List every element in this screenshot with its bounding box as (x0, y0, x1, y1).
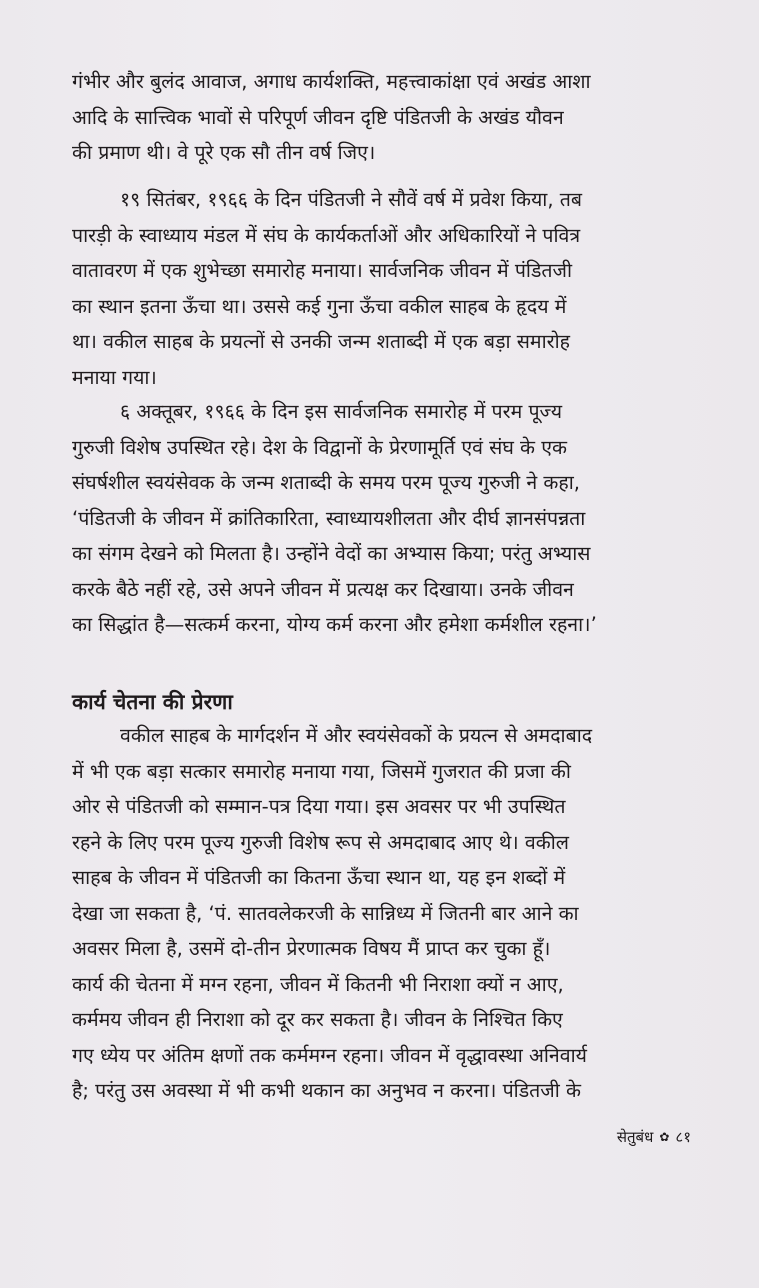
paragraph-1 (72, 64, 696, 171)
text-line: की प्रमाण थी। वे पूरे एक सौ तीन वर्ष जिए। (72, 141, 376, 164)
section-heading: कार्य चेतना की प्रेरणा (72, 690, 233, 714)
paragraph-3 (72, 394, 696, 643)
paragraph-2 (72, 182, 696, 395)
book-title: सेतुबंध (616, 1128, 654, 1146)
text-line: ‘पंडितजी के जीवन में क्रांतिकारिता, स्वाध्यायशीलता और दीर्घ ज्ञानसंपन्नता (72, 506, 586, 530)
text-line: का सिद्धांत है—सत्कर्म करना, योग्य कर्म करना और हमेशा कर्मशील रहना।’ (72, 613, 597, 636)
text-line: कार्य की चेतना में मग्न रहना, जीवन में कितनी भी निराशा क्यों न आए, (72, 972, 564, 996)
text-line: कर्ममय जीवन ही निराशा को दूर कर सकता है। जीवन के निश्चित किए (72, 1008, 563, 1031)
text-line: में भी एक बड़ा सत्कार समारोह मनाया गया, जिसमें गुजरात की प्रजा की (72, 759, 571, 783)
text-line: करके बैठे नहीं रहे, उसे अपने जीवन में प्रत्यक्ष कर दिखाया। उनके जीवन (72, 577, 574, 601)
text-line: वातावरण में एक शुभेच्छा समारोह मनाया। सार्वजनिक जीवन में पंडितजी (72, 259, 573, 282)
flower-ornament-icon: ✿ (659, 1130, 670, 1144)
text-line: है; परंतु उस अवस्था में भी कभी थकान का अनुभव न करना। पंडितजी के (72, 1079, 581, 1102)
text-line: गंभीर और बुलंद आवाज, अगाध कार्यशक्ति, महत्त्वाकांक्षा एवं अखंड आशा (72, 70, 591, 93)
paragraph-4 (72, 718, 696, 1109)
text-line: का संगम देखने को मिलता है। उन्होंने वेदों का अभ्यास किया; परंतु अभ्यास (72, 542, 591, 565)
text-line: मनाया गया। (72, 365, 157, 389)
text-line: पारड़ी के स्वाध्याय मंडल में संघ के कार्यकर्ताओं और अधिकारियों ने पवित्र (72, 223, 581, 247)
text-line: रहने के लिए परम पूज्य गुरुजी विशेष रूप से अमदाबाद आए थे। वकील (72, 830, 569, 854)
text-line: साहब के जीवन में पंडितजी का कितना ऊँचा स्थान था, यह इन शब्दों में (72, 866, 566, 889)
text-line: वकील साहब के मार्गदर्शन में और स्वयंसेवकों के प्रयत्न से अमदाबाद (120, 724, 593, 747)
text-line: १९ सितंबर, १९६६ के दिन पंडितजी ने सौवें वर्ष में प्रवेश किया, तब (120, 188, 582, 211)
text-line: संघर्षशील स्वयंसेवक के जन्म शताब्दी के समय परम पूज्य गुरुजी ने कहा, (72, 471, 581, 494)
text-line: आदि के सात्त्विक भावों से परिपूर्ण जीवन दृष्टि पंडितजी के अखंड यौवन (72, 105, 564, 129)
text-line: ६ अक्तूबर, १९६६ के दिन इस सार्वजनिक समारोह में परम पूज्य (120, 400, 562, 423)
text-line: गए ध्येय पर अंतिम क्षणों तक कर्ममग्न रहना। जीवन में वृद्धावस्था अनिवार्य (72, 1043, 587, 1067)
text-line: ओर से पंडितजी को सम्मान-पत्र दिया गया। इस अवसर पर भी उपस्थित (72, 795, 566, 818)
text-line: देखा जा सकता है, ‘पं. सातवलेकरजी के सान्निध्य में जितनी बार आने का (72, 901, 579, 925)
page-footer (617, 1126, 691, 1148)
page-number: ८१ (675, 1128, 691, 1146)
text-line: अवसर मिला है, उसमें दो-तीन प्रेरणात्मक विषय मैं प्राप्त कर चुका हूँ। (72, 937, 551, 960)
text-line: गुरुजी विशेष उपस्थित रहे। देश के विद्वानों के प्रेरणामूर्ति एवं संघ के एक (72, 435, 567, 459)
text-line: था। वकील साहब के प्रयत्नों से उनकी जन्म शताब्दी में एक बड़ा समारोह (72, 330, 571, 353)
text-line: का स्थान इतना ऊँचा था। उससे कई गुना ऊँचा वकील साहब के हृदय में (72, 294, 567, 318)
